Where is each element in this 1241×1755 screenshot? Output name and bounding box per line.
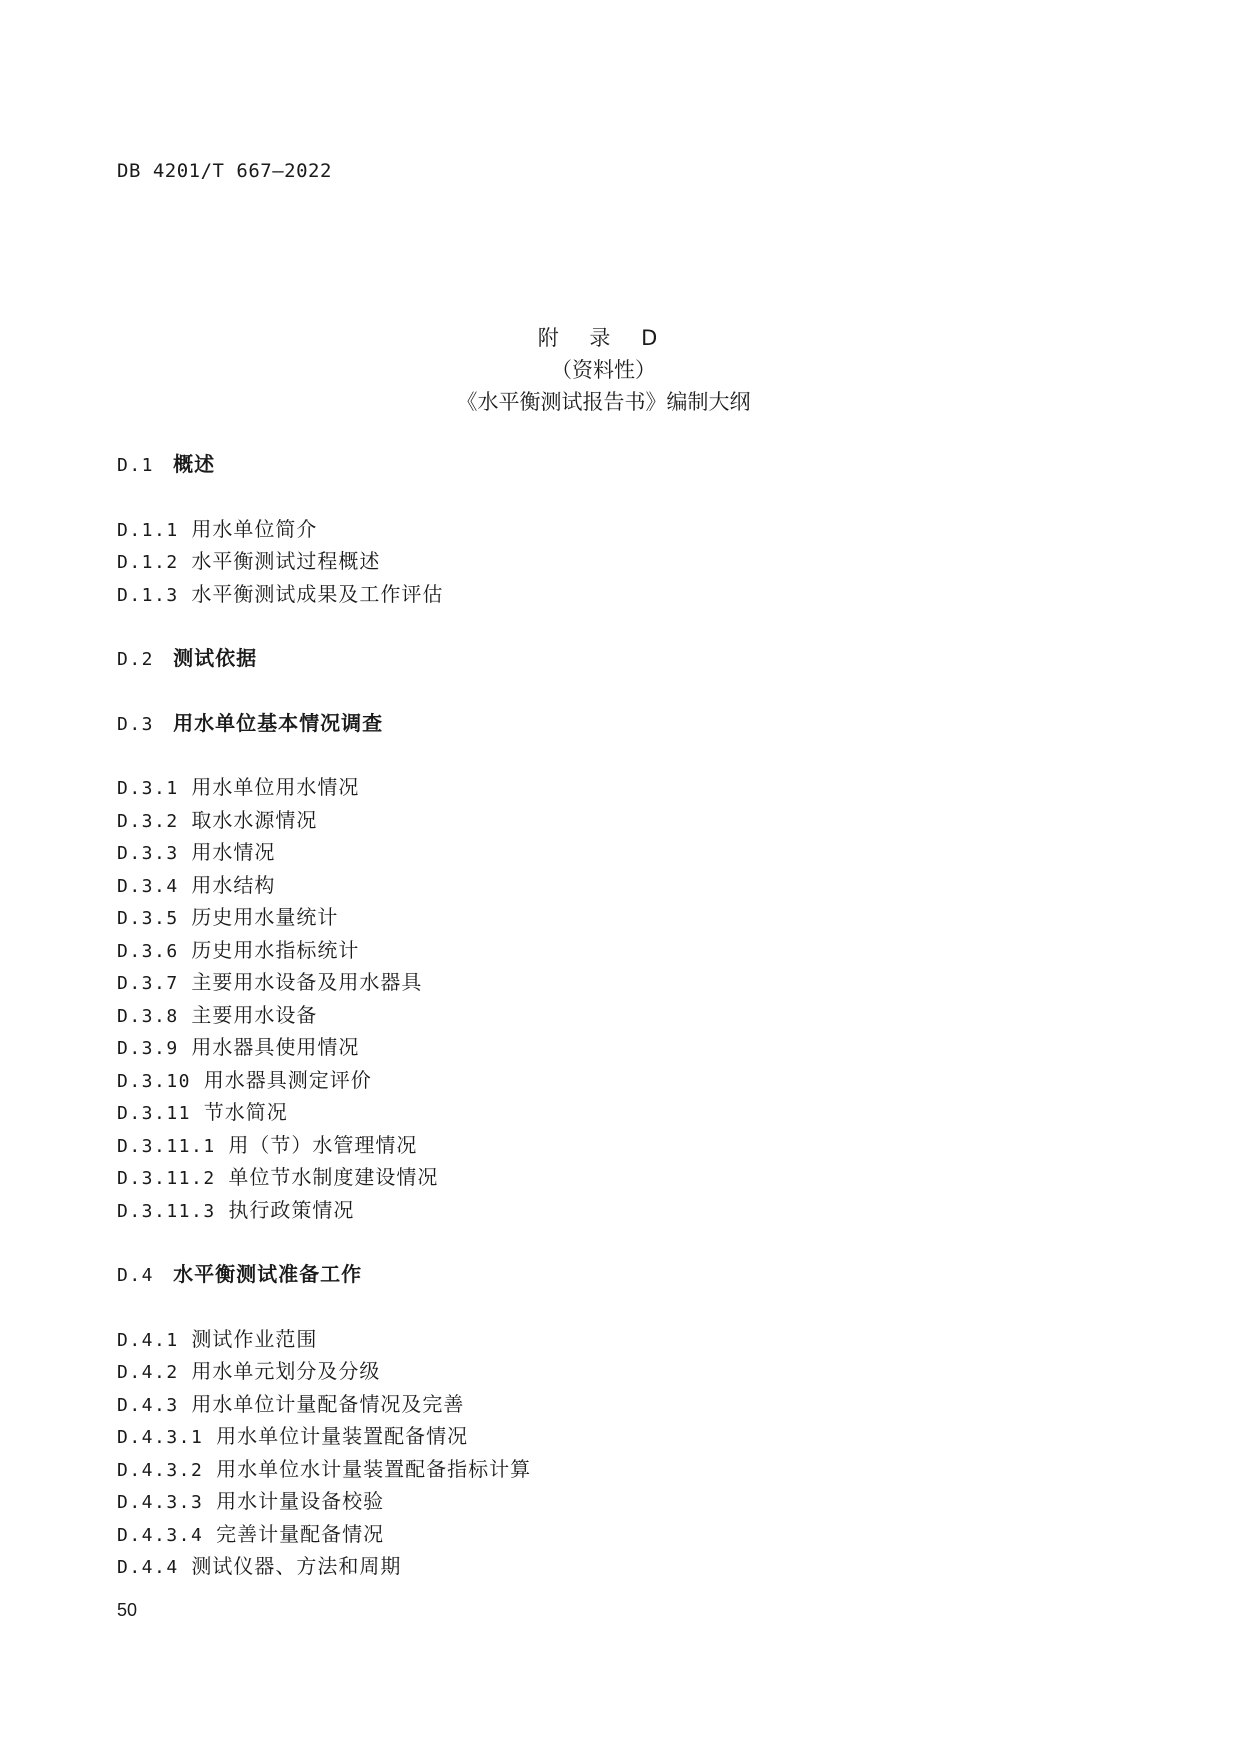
item-label: 用水单位简介 bbox=[191, 516, 318, 541]
item-number: D.3.11.2 bbox=[117, 1168, 216, 1189]
outline-item bbox=[117, 934, 531, 967]
section-number: D.3 bbox=[117, 713, 155, 735]
item-number: D.4.3.3 bbox=[117, 1492, 204, 1513]
item-number: D.3.4 bbox=[117, 875, 179, 897]
section-label: 测试依据 bbox=[173, 646, 258, 670]
spacer bbox=[117, 1291, 531, 1323]
item-label: 用水单位计量装置配备情况 bbox=[216, 1424, 469, 1448]
section-number: D.1 bbox=[117, 455, 155, 476]
appendix-name: 《水平衡测试报告书》编制大纲 bbox=[456, 390, 751, 414]
item-number: D.4.3.2 bbox=[117, 1459, 204, 1481]
outline-section-heading bbox=[117, 448, 531, 481]
item-number: D.3.11.1 bbox=[117, 1135, 216, 1157]
section-label: 用水单位基本情况调查 bbox=[173, 710, 384, 735]
outline-item bbox=[117, 1129, 531, 1162]
outline-item bbox=[117, 999, 531, 1032]
outline-item bbox=[117, 804, 531, 837]
item-number: D.4.3 bbox=[117, 1394, 179, 1416]
outline-item bbox=[117, 1388, 531, 1421]
item-number: D.1.2 bbox=[117, 552, 179, 573]
item-label: 节水简况 bbox=[203, 1100, 288, 1124]
item-label: 用水器具使用情况 bbox=[191, 1035, 360, 1059]
item-number: D.4.3.4 bbox=[117, 1524, 204, 1546]
item-number: D.3.9 bbox=[117, 1038, 179, 1059]
outline-section-heading bbox=[117, 707, 531, 740]
outline-item bbox=[117, 1518, 531, 1551]
outline-item bbox=[117, 1096, 531, 1129]
section-label: 水平衡测试准备工作 bbox=[173, 1262, 363, 1286]
item-number: D.3.2 bbox=[117, 810, 179, 832]
item-number: D.3.3 bbox=[117, 843, 179, 864]
item-label: 用水单位计量配备情况及完善 bbox=[191, 1391, 465, 1416]
item-number: D.4.1 bbox=[117, 1329, 179, 1351]
item-label: 单位节水制度建设情况 bbox=[228, 1165, 439, 1189]
spacer bbox=[117, 675, 531, 707]
item-label: 完善计量配备情况 bbox=[216, 1521, 385, 1546]
item-number: D.3.11.3 bbox=[117, 1200, 216, 1222]
item-number: D.3.11 bbox=[117, 1103, 192, 1124]
item-label: 用水单位用水情况 bbox=[191, 775, 360, 799]
item-number: D.3.10 bbox=[117, 1070, 192, 1092]
item-label: 用（节）水管理情况 bbox=[228, 1132, 418, 1157]
outline-item bbox=[117, 869, 531, 902]
outline-item bbox=[117, 1323, 531, 1356]
item-number: D.3.1 bbox=[117, 778, 179, 799]
spacer bbox=[117, 610, 531, 642]
item-label: 用水结构 bbox=[191, 872, 276, 897]
item-label: 测试作业范围 bbox=[191, 1326, 318, 1351]
item-number: D.3.7 bbox=[117, 973, 179, 994]
section-number: D.2 bbox=[117, 649, 155, 670]
outline-item bbox=[117, 513, 531, 546]
appendix-nature: （资料性） bbox=[551, 358, 656, 382]
appendix-title-block bbox=[0, 322, 1207, 418]
item-number: D.3.5 bbox=[117, 908, 179, 929]
item-label: 用水器具测定评价 bbox=[203, 1067, 372, 1092]
item-label: 用水情况 bbox=[191, 840, 276, 864]
item-label: 历史用水量统计 bbox=[191, 905, 339, 929]
item-label: 测试仪器、方法和周期 bbox=[191, 1554, 402, 1578]
outline-item bbox=[117, 1064, 531, 1097]
item-number: D.4.2 bbox=[117, 1362, 179, 1383]
outline-item bbox=[117, 1031, 531, 1064]
outline-item bbox=[117, 1355, 531, 1388]
outline-item bbox=[117, 1194, 531, 1227]
item-number: D.3.6 bbox=[117, 940, 179, 962]
outline-item bbox=[117, 1161, 531, 1194]
item-number: D.1.3 bbox=[117, 584, 179, 606]
outline-item bbox=[117, 1485, 531, 1518]
page-number: 50 bbox=[117, 1600, 138, 1620]
item-number: D.3.8 bbox=[117, 1005, 179, 1027]
outline-item bbox=[117, 901, 531, 934]
section-label: 概述 bbox=[173, 452, 216, 476]
outline-item bbox=[117, 771, 531, 804]
spacer bbox=[117, 739, 531, 771]
item-label: 执行政策情况 bbox=[228, 1197, 355, 1222]
item-label: 历史用水指标统计 bbox=[191, 937, 360, 962]
item-label: 主要用水设备 bbox=[191, 1002, 318, 1027]
item-number: D.4.4 bbox=[117, 1557, 179, 1578]
outline-item bbox=[117, 1550, 531, 1583]
outline-item bbox=[117, 836, 531, 869]
item-label: 主要用水设备及用水器具 bbox=[191, 970, 423, 994]
outline-section-heading bbox=[117, 1258, 531, 1291]
outline-item bbox=[117, 1453, 531, 1486]
item-number: D.4.3.1 bbox=[117, 1427, 204, 1448]
outline-list bbox=[117, 448, 531, 1583]
item-label: 用水单位水计量装置配备指标计算 bbox=[216, 1456, 532, 1481]
item-label: 取水水源情况 bbox=[191, 807, 318, 832]
outline-item bbox=[117, 545, 531, 578]
outline-item bbox=[117, 578, 531, 611]
item-label: 用水计量设备校验 bbox=[216, 1489, 385, 1513]
item-label: 水平衡测试成果及工作评估 bbox=[191, 581, 444, 606]
section-number: D.4 bbox=[117, 1265, 155, 1286]
standard-code: DB 4201/T 667—2022 bbox=[117, 160, 332, 182]
item-number: D.1.1 bbox=[117, 519, 179, 541]
outline-section-heading bbox=[117, 642, 531, 675]
item-label: 水平衡测试过程概述 bbox=[191, 549, 381, 573]
item-label: 用水单元划分及分级 bbox=[191, 1359, 381, 1383]
spacer bbox=[117, 481, 531, 513]
outline-item bbox=[117, 1420, 531, 1453]
outline-item bbox=[117, 966, 531, 999]
spacer bbox=[117, 1226, 531, 1258]
appendix-heading: 附 录 D bbox=[537, 326, 670, 350]
